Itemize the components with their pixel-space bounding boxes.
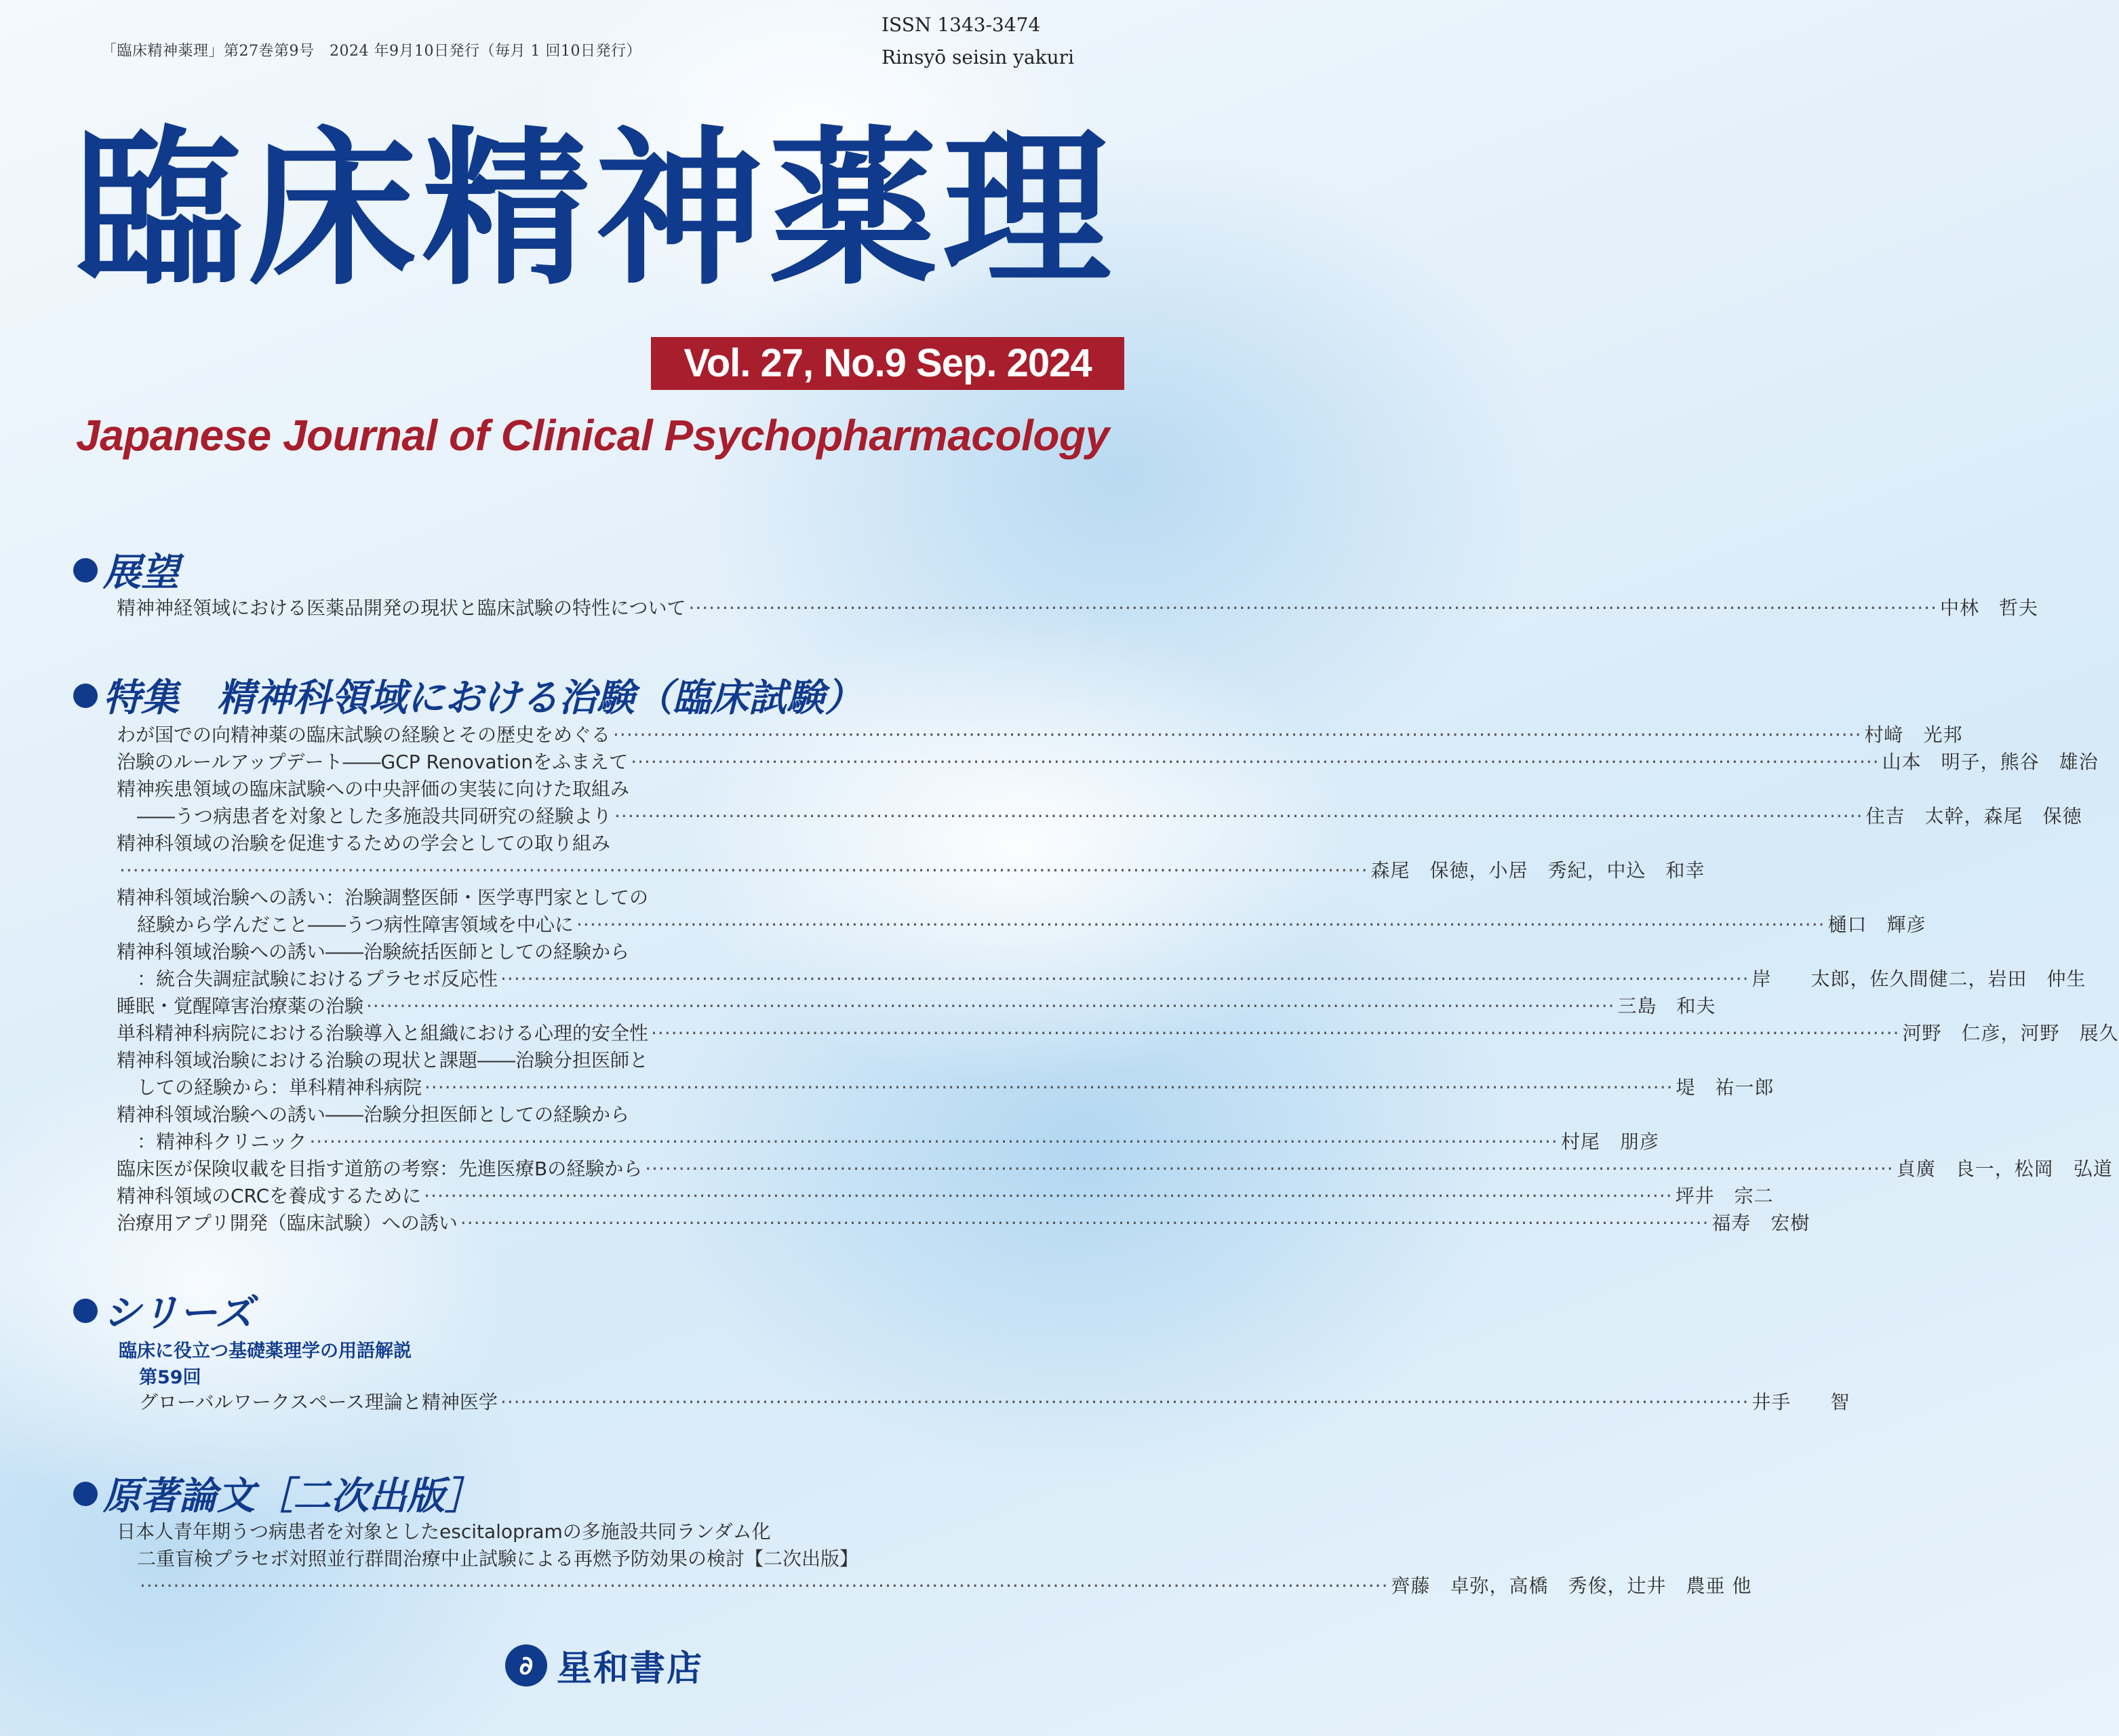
section-heading-text: シリーズ <box>103 1291 254 1335</box>
entry-authors: 坪井 宗二 <box>1675 1185 1774 1207</box>
entry-authors: 村﨑 光邦 <box>1864 724 1963 746</box>
leader-dots <box>309 1128 1558 1156</box>
article-title-line2: 二重盲検プラセボ対照並行群間治療中止試験による再燃予防効果の検討【二次出版】 <box>137 1547 859 1570</box>
entry-authors: 井手 智 <box>1751 1391 1850 1413</box>
entry-authors: 住吉 太幹，森尾 保徳 <box>1865 805 2082 827</box>
entry-title: 睡眠・覚醒障害治療薬の治験 <box>117 995 364 1017</box>
publisher <box>505 1640 703 1691</box>
leader-dots <box>651 1020 1899 1047</box>
entry-authors: 河野 仁彦，河野 展久 <box>1902 1022 2119 1044</box>
toc-entry <box>117 1156 2113 1183</box>
toc-entry <box>117 749 2099 776</box>
entry-authors: 貞廣 良一，松岡 弘道 <box>1896 1158 2113 1180</box>
entry-title: しての経験から：単科精神科病院 <box>137 1076 422 1099</box>
leader-dots <box>366 993 1615 1020</box>
toc-entry <box>117 722 1963 749</box>
toc-entry <box>117 993 1716 1020</box>
section-heading-text: 特集 精神科領域における治験（臨床試験） <box>103 676 863 720</box>
journal-title-en: Japanese Journal of Clinical Psychopharmacology <box>76 411 1109 460</box>
entry-title-line1: 精神科領域治験への誘い――治験統括医師としての経験から <box>117 941 630 963</box>
entry-authors: 福寿 宏樹 <box>1711 1212 1810 1234</box>
leader-dots <box>500 1389 1749 1416</box>
leader-dots <box>614 803 1863 830</box>
issn: ISSN 1343-3474 <box>882 14 1041 36</box>
toc-entry <box>117 1183 1774 1210</box>
entry-title: ：統合失調症試験におけるプラセボ反応性 <box>137 968 498 990</box>
publisher-name: 星和書店 <box>557 1649 704 1689</box>
entry-authors: 齊藤 卓弥，高橋 秀俊，辻井 農亜 他 <box>1391 1575 1752 1597</box>
entry-authors: 村尾 朋彦 <box>1560 1130 1659 1153</box>
entry-authors: 樋口 輝彦 <box>1827 913 1926 936</box>
entry-title-line1: 精神疾患領域の臨床試験への中央評価の実装に向けた取組み <box>117 778 630 800</box>
entry-title: 単科精神科病院における治験導入と組織における心理的安全性 <box>117 1022 649 1044</box>
leader-dots <box>140 1573 1388 1600</box>
entry-authors: 三島 和夫 <box>1617 995 1716 1017</box>
entry-title-line1: 精神科領域の治験を促進するための学会としての取り組み <box>117 832 611 854</box>
toc-entry <box>117 595 2038 622</box>
entry-title: 治験のルールアップデート――GCP Renovationをふまえて <box>117 751 629 773</box>
bullet-icon <box>73 1299 98 1323</box>
toc-entry <box>117 1074 1775 1101</box>
bullet-icon <box>73 1482 98 1506</box>
romaji-title: Rinsyō seisin yakuri <box>882 46 1075 68</box>
entry-authors: 岸 太郎，佐久間健二，岩田 仲生 <box>1751 968 2086 990</box>
entry-authors: 堤 祐一郎 <box>1676 1076 1775 1099</box>
leader-dots <box>688 595 1937 622</box>
toc-entry <box>117 966 2086 993</box>
bullet-icon <box>73 558 98 583</box>
series-subtitle: 臨床に役立つ基礎薬理学の用語解説 <box>119 1341 412 1362</box>
article-title-line1: 日本人青年期うつ病患者を対象としたescitalopramの多施設共同ランダム化 <box>117 1520 771 1543</box>
toc-entry <box>117 803 2082 830</box>
toc-entry <box>139 1389 1850 1416</box>
entry-title: 治療用アプリ開発（臨床試験）への誘い <box>117 1212 458 1234</box>
leader-dots <box>645 1156 1893 1183</box>
toc-entry <box>117 1210 1810 1237</box>
entry-authors: 森尾 保徳，小居 秀紀，中込 和幸 <box>1370 859 1705 882</box>
section-heading-original <box>73 1466 483 1520</box>
entry-authors: 中林 哲夫 <box>1939 597 2038 619</box>
entry-title: わが国での向精神薬の臨床試験の経験とその歴史をめぐる <box>117 724 611 746</box>
leader-dots <box>460 1210 1709 1237</box>
toc-entry <box>117 857 1705 884</box>
leader-dots <box>424 1183 1672 1210</box>
entry-title: グローバルワークスペース理論と精神医学 <box>139 1391 498 1413</box>
series-number: 第59回 <box>139 1367 201 1388</box>
issue-line: 「臨床精神薬理」第27巻第9号 2024 年9月10日発行（毎月 1 回10日発行） <box>102 43 641 60</box>
section-heading-tokushu <box>73 668 863 722</box>
toc-entry <box>117 911 1926 939</box>
section-heading-text: 原著論文［二次出版］ <box>103 1474 483 1518</box>
leader-dots <box>613 722 1861 749</box>
entry-title: 臨床医が保険収載を目指す道筋の考察：先進医療Bの経験から <box>117 1158 643 1180</box>
toc-entry <box>117 1128 1659 1156</box>
seiwa-logo-icon: ∂ <box>505 1644 547 1686</box>
entry-title: 精神神経領域における医薬品開発の現状と臨床試験の特性について <box>117 597 686 619</box>
entry-authors: 山本 明子，熊谷 雄治 <box>1882 751 2099 773</box>
section-heading-text: 展望 <box>103 551 179 595</box>
entry-title: 精神科領域のCRCを養成するために <box>117 1185 422 1207</box>
entry-title-line1: 精神科領域治験への誘い：治験調整医師・医学専門家としての <box>117 886 649 909</box>
toc-entry <box>117 1573 1752 1600</box>
section-heading-tenbou <box>73 542 179 597</box>
leader-dots <box>424 1074 1673 1101</box>
leader-dots <box>119 857 1368 884</box>
entry-title: ：精神科クリニック <box>137 1130 307 1153</box>
volume-badge: Vol. 27, No.9 Sep. 2024 <box>651 337 1124 390</box>
section-heading-series <box>73 1283 253 1337</box>
entry-title: 経験から学んだこと――うつ病性障害領域を中心に <box>137 913 574 936</box>
leader-dots <box>631 749 1879 776</box>
entry-title-line1: 精神科領域治験への誘い――治験分担医師としての経験から <box>117 1103 630 1126</box>
leader-dots <box>576 911 1825 939</box>
entry-title-line1: 精神科領域治験における治験の現状と課題――治験分担医師と <box>117 1049 649 1071</box>
toc-entry <box>117 1020 2119 1047</box>
bullet-icon <box>73 684 98 708</box>
journal-title-jp: 臨床精神薬理 <box>75 113 1116 308</box>
entry-title: ――うつ病患者を対象とした多施設共同研究の経験より <box>137 805 612 827</box>
leader-dots <box>500 966 1749 993</box>
